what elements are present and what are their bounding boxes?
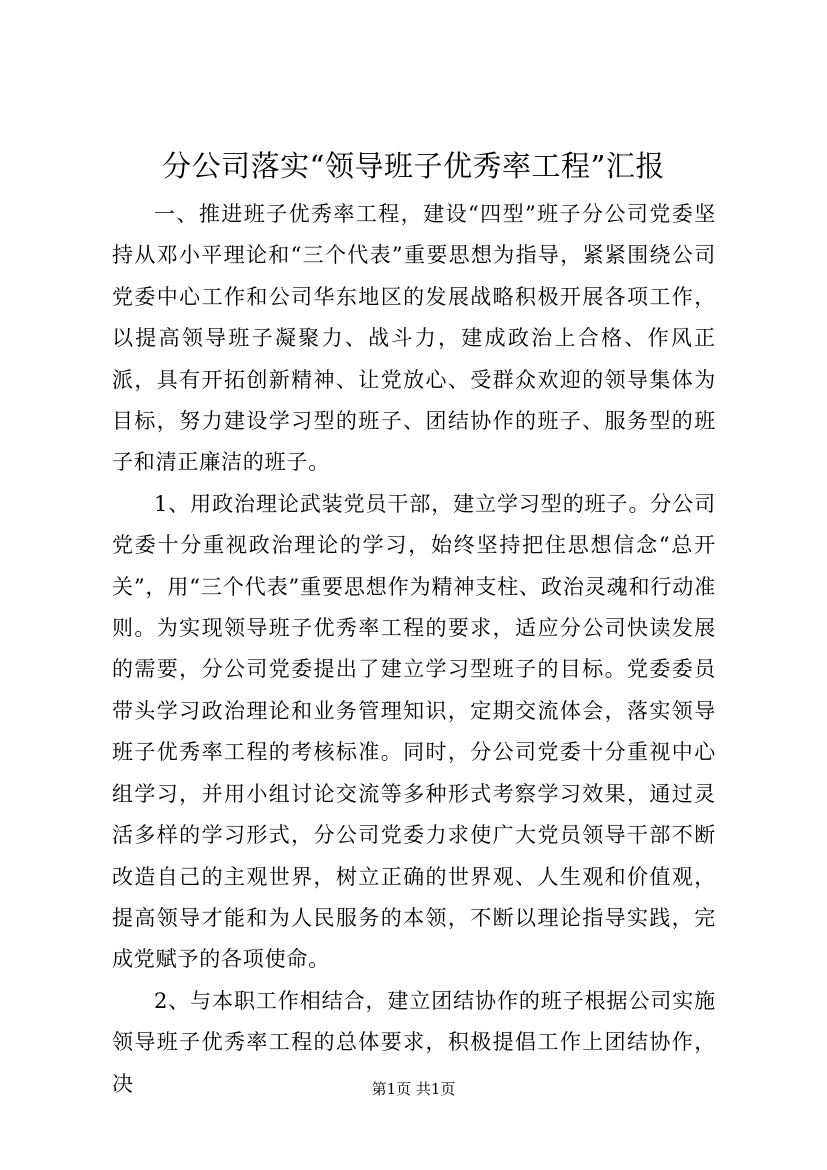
document-body [112,194,716,1105]
document-title: 分公司落实“领导班子优秀率工程”汇报 [162,149,665,183]
paragraph-section-2: 2、与本职工作相结合，建立团结协作的班子根据公司实施领导班子优秀率工程的总体要求，积极提倡工作上团结协作，决 [112,988,716,1096]
page-number-footer: 第1页 共1页 [371,1080,456,1098]
paragraph-section-1: 1、用政治理论武装党员干部，建立学习型的班子。分公司党委十分重视政治理论的学习，始终坚持把住思想信念“总开关”，用“三个代表”重要思想作为精神支柱、政治灵魂和行动准则。为实现领导班子优秀率工程的要求，适应分公司快读发展的需要，分公司党委提出了建立学习型班子的目标。党委委员带头学习政治理论和业务管理知识，定期交流体会，落实领导班子优秀率工程的考核标准。同时，分公司党委十分重视中心组学习，并用小组讨论交流等多种形式考察学习效果，通过灵活多样的学习形式，分公司党委力求使广大党员领导干部不断改造自己的主观世界，树立正确的世界观、人生观和价值观，提高领导才能和为人民服务的本领，不断以理论指导实践，完成党赋予的各项使命。 [112,491,716,972]
paragraph-intro: 一、推进班子优秀率工程，建设“四型”班子分公司党委坚持从邓小平理论和“三个代表”重要思想为指导，紧紧围绕公司党委中心工作和公司华东地区的发展战略积极开展各项工作，以提高领导班子凝聚力、战斗力，建成政治上合格、作风正派，具有开拓创新精神、让党放心、受群众欢迎的领导集体为目标，努力建设学习型的班子、团结协作的班子、服务型的班子和清正廉洁的班子。 [112,202,716,475]
